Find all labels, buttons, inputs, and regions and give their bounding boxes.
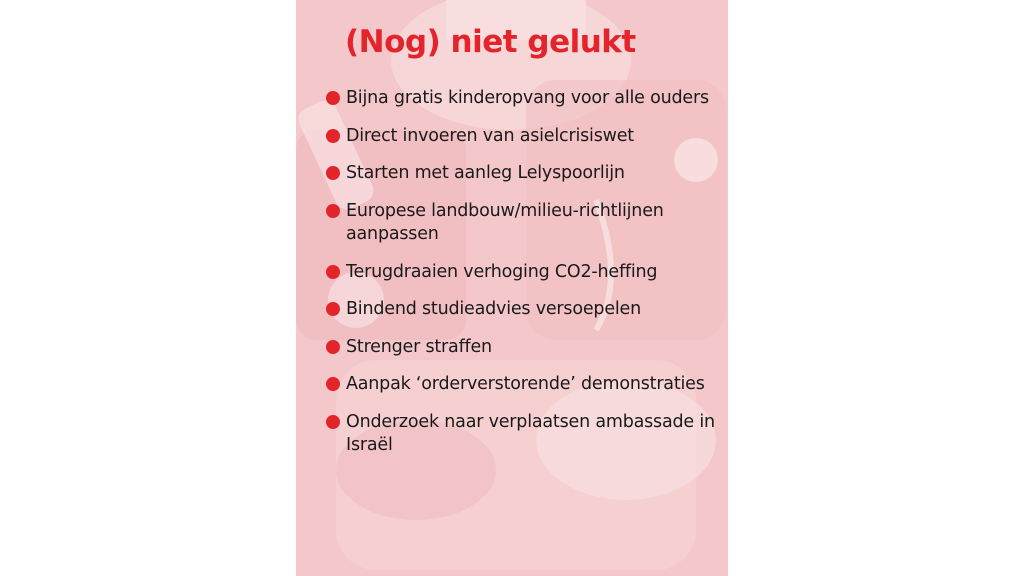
list-item <box>326 261 718 285</box>
list-item <box>326 162 718 186</box>
bullet-dot-icon <box>326 204 340 218</box>
list-item-label: Terugdraaien verhoging CO2-heffing <box>346 261 658 282</box>
list-item <box>326 125 718 149</box>
list-item <box>326 200 718 247</box>
bullet-dot-icon <box>326 265 340 279</box>
list-item-label: Direct invoeren van asielcrisiswet <box>346 125 634 146</box>
list-item <box>326 298 718 322</box>
text-content <box>296 0 728 576</box>
list-item <box>326 336 718 360</box>
list-item-label: Europese landbouw/milieu-richtlijnen aanpassen <box>346 200 664 244</box>
page-title: (Nog) niet gelukt <box>345 24 636 60</box>
bullet-dot-icon <box>326 415 340 429</box>
list-item <box>326 373 718 397</box>
list-item <box>326 411 718 458</box>
list-item-label: Starten met aanleg Lelyspoorlijn <box>346 163 625 183</box>
bullet-dot-icon <box>326 302 340 316</box>
bullet-dot-icon <box>326 166 340 180</box>
list-item-label: Bindend studieadvies versoepelen <box>346 299 642 319</box>
bullet-dot-icon <box>326 340 340 354</box>
list-item-label: Aanpak ‘orderverstorende’ demonstraties <box>346 374 705 394</box>
list-item-label: Onderzoek naar verplaatsen ambassade in Israël <box>346 411 715 455</box>
bullet-list <box>326 87 718 472</box>
list-item-label: Bijna gratis kinderopvang voor alle ouders <box>346 88 709 108</box>
bullet-dot-icon <box>326 129 340 143</box>
list-item-label: Strenger straffen <box>346 336 492 357</box>
content-panel <box>296 0 728 576</box>
list-item <box>326 87 718 111</box>
bullet-dot-icon <box>326 377 340 391</box>
bullet-dot-icon <box>326 91 340 105</box>
